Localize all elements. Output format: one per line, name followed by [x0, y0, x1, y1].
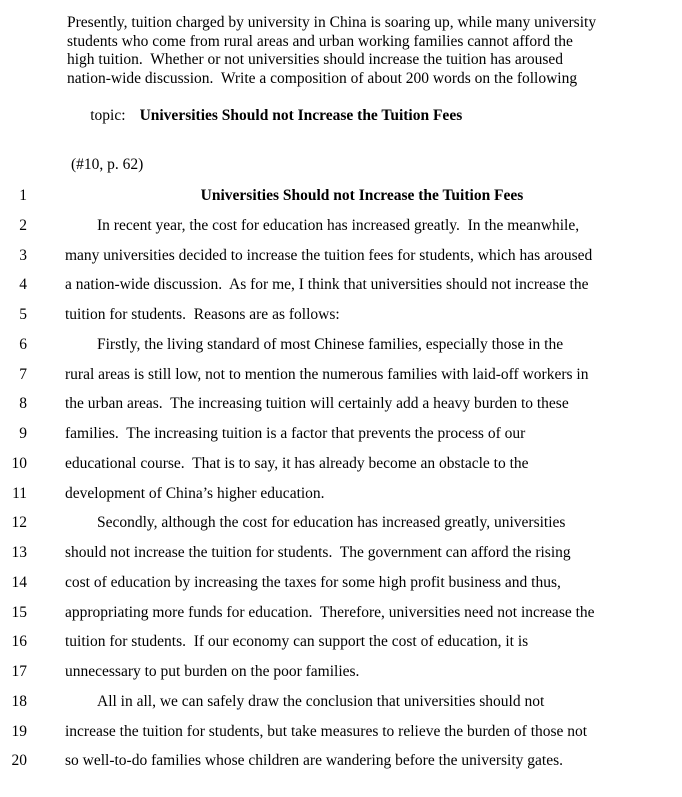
essay-line-text: tuition for students. Reasons are as follows:: [65, 306, 340, 323]
line-number: 10: [11, 454, 27, 472]
essay-line-text: a nation-wide discussion. As for me, I think that universities should not increase the: [65, 276, 589, 294]
essay-line-text: families. The increasing tuition is a factor that prevents the process of our: [65, 425, 526, 442]
line-number: 1: [19, 187, 27, 204]
line-number: 16: [11, 633, 27, 651]
essay-line: [0, 484, 682, 514]
essay-line: [0, 305, 682, 335]
essay-line-text: tuition for students. If our economy can support the cost of education, it is: [65, 633, 529, 651]
essay-line: [0, 186, 682, 216]
essay-line: [0, 335, 682, 365]
line-number: 15: [11, 603, 27, 621]
essay-line-text: In recent year, the cost for education has increased greatly. In the meanwhile,: [97, 216, 580, 234]
prompt-line: nation-wide discussion. Write a composition of about 200 words on the following: [67, 69, 578, 87]
line-number: 19: [11, 722, 27, 740]
essay-line-text: so well-to-do families whose children are wandering before the university gates.: [65, 752, 563, 770]
essay-line-text: Secondly, although the cost for education has increased greatly, universities: [97, 514, 566, 532]
source-reference: (#10, p. 62): [71, 156, 144, 173]
line-number: 7: [19, 365, 27, 383]
essay-line-text: development of China’s higher education.: [65, 484, 325, 502]
line-number: 5: [19, 306, 27, 323]
line-number: 14: [11, 573, 27, 591]
essay-line: [0, 246, 682, 276]
prompt-line: students who come from rural areas and urban working families cannot afford the: [67, 32, 573, 50]
line-number: 17: [11, 663, 27, 680]
line-number: 4: [19, 276, 27, 294]
essay-line: [0, 543, 682, 573]
line-number: 12: [11, 514, 27, 532]
line-number: 9: [19, 425, 27, 442]
essay-line: [0, 424, 682, 454]
essay-line: [0, 275, 682, 305]
essay-line: [0, 216, 682, 246]
essay-line-text: the urban areas. The increasing tuition will certainly add a heavy burden to these: [65, 395, 569, 413]
line-number: 6: [19, 335, 27, 353]
prompt-line: Presently, tuition charged by university in China is soaring up, while many university: [67, 14, 597, 31]
essay-line-text: Firstly, the living standard of most Chinese families, especially those in the: [97, 335, 564, 353]
line-number: 18: [11, 692, 27, 710]
essay-line: [0, 394, 682, 424]
essay-line: [0, 365, 682, 395]
essay-line-text: increase the tuition for students, but take measures to relieve the burden of those not: [65, 722, 588, 740]
essay-line-text: educational course. That is to say, it has already become an obstacle to the: [65, 454, 529, 472]
line-number: 11: [12, 484, 27, 502]
essay-line: [0, 632, 682, 662]
line-number: 8: [19, 395, 27, 413]
essay-line: [0, 573, 682, 603]
essay-line-text: cost of education by increasing the taxes for some high profit business and thus,: [65, 573, 561, 591]
essay-line-text: appropriating more funds for education. Therefore, universities need not increase the: [65, 603, 595, 621]
topic-label: topic:: [90, 106, 126, 124]
essay-prompt: [67, 14, 667, 144]
prompt-topic-line: [67, 88, 667, 144]
essay-line-text: unnecessary to put burden on the poor families.: [65, 663, 360, 680]
line-number: 2: [19, 216, 27, 234]
essay-line: [0, 662, 682, 692]
essay-line-text: rural areas is still low, not to mention the numerous families with laid-off workers in: [65, 365, 589, 383]
essay-body: [0, 186, 682, 781]
line-number: 13: [11, 544, 27, 561]
essay-line: [0, 454, 682, 484]
essay-line: [0, 722, 682, 752]
line-number: 20: [11, 752, 27, 770]
essay-title: Universities Should not Increase the Tuition Fees: [200, 187, 524, 204]
essay-line-text: All in all, we can safely draw the conclusion that universities should not: [97, 692, 545, 710]
topic-title: Universities Should not Increase the Tuition Fees: [139, 106, 463, 124]
essay-line-text: should not increase the tuition for students. The government can afford the rising: [65, 544, 571, 561]
essay-line: [0, 603, 682, 633]
line-number: 3: [19, 246, 27, 264]
essay-line: [0, 751, 682, 781]
essay-line: [0, 513, 682, 543]
prompt-line: high tuition. Whether or not universities should increase the tuition has aroused: [67, 51, 564, 69]
essay-line: [0, 692, 682, 722]
essay-line-text: many universities decided to increase the tuition fees for students, which has aroused: [65, 246, 593, 264]
